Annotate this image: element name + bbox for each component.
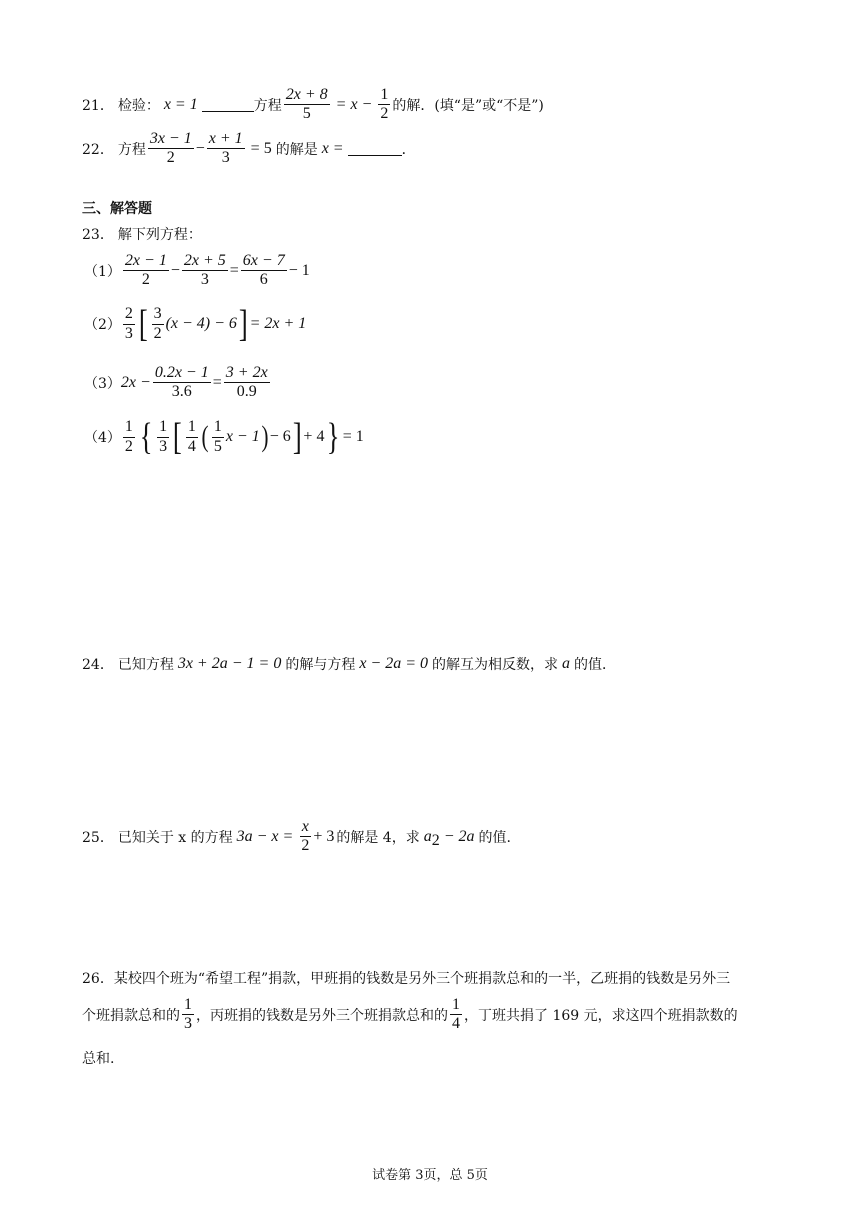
q25-fraction: $\frac{x}{2}$	[301, 818, 310, 855]
q26-line-3: 总和.	[82, 1051, 115, 1067]
q23-p4-fraction-2: $\frac{1}{3}$	[159, 418, 168, 455]
right-paren-icon: )	[261, 420, 269, 453]
q22-number: 22．	[82, 141, 114, 158]
page-footer: 试卷第 3页，总 5页	[372, 1168, 488, 1183]
q21-suffix: 的解．(填“是”或“不是”)	[392, 97, 544, 114]
q22-end: ．	[401, 141, 416, 158]
q22-fraction-2: $\frac{x + 1}{3}$	[208, 130, 243, 167]
q23-p1-label: （1）	[84, 263, 121, 280]
q23-p2-label: （2）	[84, 317, 121, 333]
q22-eq: = 5	[250, 139, 272, 157]
q23-p4-fraction-3: $\frac{1}{4}$	[187, 418, 196, 455]
q23-p1-op1: −	[170, 261, 180, 279]
q23-p3-fraction-1: $\frac{0.2x - 1}{3.6}$	[154, 364, 209, 401]
q23-p4-minus-6: − 6	[269, 428, 291, 445]
q22-var: x =	[321, 139, 344, 157]
q26-line-2a: 个班捐款总和的	[82, 1007, 180, 1024]
q24-text-2: 的解与方程	[285, 657, 356, 673]
q23-p4-fraction-4: $\frac{1}{5}$	[213, 418, 222, 455]
right-bracket-icon: ]	[292, 416, 302, 458]
q23-p2-fraction-outer: $\frac{2}{3}$	[124, 305, 133, 342]
q23-p1-tail: − 1	[288, 261, 310, 279]
q23-p4-plus-4: + 4	[303, 428, 325, 445]
q22-mid: 的解是	[275, 141, 318, 158]
q24-var: a	[562, 655, 571, 672]
q22-minus: −	[195, 139, 205, 157]
q21-number: 21．	[82, 97, 114, 114]
right-bracket-icon: ]	[238, 303, 248, 345]
q25-expr-a: a	[423, 827, 432, 845]
q24-text-3: 的解互为相反数，求	[432, 657, 559, 673]
q22-fraction-1: $\frac{3x - 1}{2}$	[149, 130, 192, 167]
q24-equation-2: x − 2a = 0	[359, 655, 429, 672]
q23-p4-label: （4）	[84, 430, 121, 446]
q25-text-3: 的值.	[478, 829, 511, 846]
q23-p1-op2: =	[229, 261, 239, 279]
q26-line-2c: ，丁班共捐了 169 元，求这四个班捐款数的	[464, 1007, 738, 1024]
q23-p2-inner: (x − 4) − 6	[165, 315, 237, 332]
q21-prefix: 检验：	[117, 97, 160, 114]
q23-part-2	[84, 305, 306, 343]
q23-p4-x-minus-1: x − 1	[225, 428, 260, 445]
question-21	[82, 86, 544, 124]
left-paren-icon: (	[201, 420, 209, 453]
q26-line-2	[82, 996, 738, 1034]
q21-lhs: x = 1	[163, 95, 198, 113]
q25-lhs: 3a − x =	[236, 827, 294, 845]
question-23-prompt	[82, 224, 202, 244]
q21-fraction-2: $\frac{1}{2}$	[380, 86, 389, 123]
q23-p3-op: =	[212, 373, 222, 391]
left-brace-icon: {	[139, 416, 153, 458]
q25-text-2: 的解是 4，求	[336, 829, 420, 846]
q22-prefix: 方程	[117, 141, 146, 158]
left-bracket-icon: [	[173, 416, 182, 458]
q23-p3-fraction-2: $\frac{3 + 2x}{0.9}$	[225, 364, 268, 401]
q23-part-3	[84, 364, 272, 402]
q23-p3-lead: 2x −	[120, 373, 151, 391]
q26-fraction-2: $\frac{1}{4}$	[452, 996, 460, 1033]
q23-p4-fraction-1: $\frac{1}{2}$	[124, 418, 133, 455]
q21-answer-blank[interactable]	[202, 97, 254, 112]
q21-after-blank: 方程	[253, 97, 282, 114]
q23-part-1	[84, 252, 310, 290]
question-24	[82, 654, 616, 674]
q25-expr-rest: − 2a	[443, 827, 475, 845]
q23-p2-fraction-inner: $\frac{3}{2}$	[153, 305, 162, 342]
q23-p1-fraction-3: $\frac{6x - 7}{6}$	[242, 252, 285, 289]
question-22	[82, 130, 416, 168]
q23-prompt: 解下列方程：	[117, 227, 202, 243]
q24-number: 24．	[82, 657, 114, 673]
left-bracket-icon: [	[138, 303, 148, 345]
q23-p1-fraction-2: $\frac{2x + 5}{3}$	[183, 252, 226, 289]
q26-line-1: 26．某校四个班为“希望工程”捐款，甲班捐的钱数是另外三个班捐款总和的一半，乙班捐的钱数是另外三	[82, 971, 731, 987]
question-25	[82, 818, 511, 856]
q23-number: 23．	[82, 227, 114, 243]
right-brace-icon: }	[327, 416, 340, 458]
q24-text-4: 的值．	[574, 657, 617, 673]
q26-line-2b: ，丙班捐的钱数是另外三个班捐款总和的	[196, 1007, 448, 1024]
q23-p2-rhs: = 2x + 1	[249, 315, 307, 332]
q23-part-4	[84, 418, 364, 456]
q23-p1-fraction-1: $\frac{2x - 1}{2}$	[124, 252, 167, 289]
q21-eq: = x −	[335, 95, 373, 113]
q22-answer-blank[interactable]	[348, 141, 402, 156]
section-title: 三、解答题	[82, 201, 152, 217]
q25-rhs: + 3	[313, 827, 335, 845]
q23-p4-rhs: = 1	[342, 428, 364, 445]
q25-number: 25．	[82, 829, 114, 846]
q24-text-1: 已知方程	[117, 657, 174, 673]
q21-fraction-1: $\frac{2x + 8}{5}$	[285, 86, 328, 123]
q24-equation-1: 3x + 2a − 1 = 0	[177, 655, 282, 672]
q26-fraction-1: $\frac{1}{3}$	[184, 996, 192, 1033]
q25-text-1: 已知关于 x 的方程	[117, 829, 233, 846]
q23-p3-label: （3）	[84, 375, 121, 392]
q25-expr-exponent: 2	[431, 832, 440, 849]
